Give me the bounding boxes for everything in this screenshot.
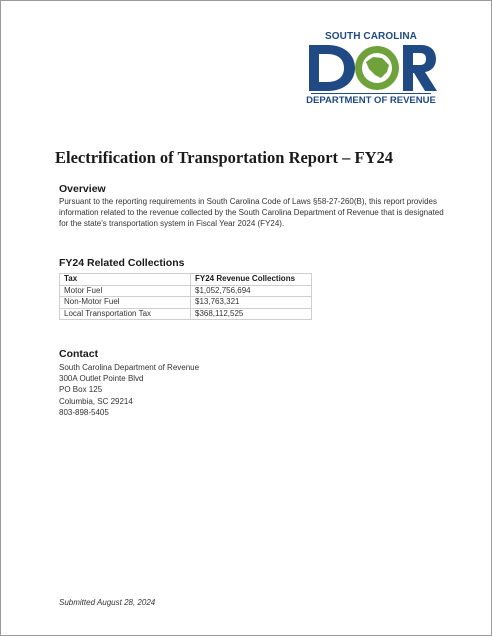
contact-po-box: PO Box 125 <box>59 385 103 395</box>
amount-cell: $368,112,525 <box>191 308 312 320</box>
page-title: Electrification of Transportation Report – FY24 <box>55 148 394 167</box>
table-row <box>60 285 312 297</box>
amount-cell: $1,052,756,694 <box>191 285 312 297</box>
table-row <box>60 297 312 309</box>
table-header-row <box>60 274 312 286</box>
dor-logo <box>303 31 439 113</box>
contact-organization: South Carolina Department of Revenue <box>59 363 200 372</box>
submitted-date: Submitted August 28, 2024 <box>59 598 156 607</box>
tax-cell: Local Transportation Tax <box>60 308 191 320</box>
collections-heading: FY24 Related Collections <box>59 257 185 269</box>
overview-paragraph: Pursuant to the reporting requirements in South Carolina Code of Laws §58-27-260(B), this report provides information related to the revenue collected by the South Carolina Department of Revenue that is designated for the state's transportation system in Fiscal Year 2024 (FY24). <box>59 197 444 228</box>
column-header-revenue: FY24 Revenue Collections <box>191 274 312 286</box>
contact-address <box>59 362 199 418</box>
logo-dor-letters <box>303 41 439 95</box>
collections-table <box>59 273 312 320</box>
contact-heading: Contact <box>59 348 99 360</box>
logo-state-name: SOUTH CAROLINA <box>325 31 417 42</box>
contact-city: Columbia, SC 29214 <box>59 396 133 406</box>
overview-heading: Overview <box>59 183 106 195</box>
amount-cell: $13,763,321 <box>191 297 312 309</box>
tax-cell: Non-Motor Fuel <box>60 297 191 309</box>
tax-cell: Motor Fuel <box>60 285 191 297</box>
contact-phone: 803-898-5405 <box>59 407 109 417</box>
column-header-tax: Tax <box>60 274 191 286</box>
logo-department-name: DEPARTMENT OF REVENUE <box>306 95 436 106</box>
table-row <box>60 308 312 320</box>
logo-divider <box>311 93 431 94</box>
contact-street: 300A Outlet Pointe Blvd <box>59 374 144 384</box>
